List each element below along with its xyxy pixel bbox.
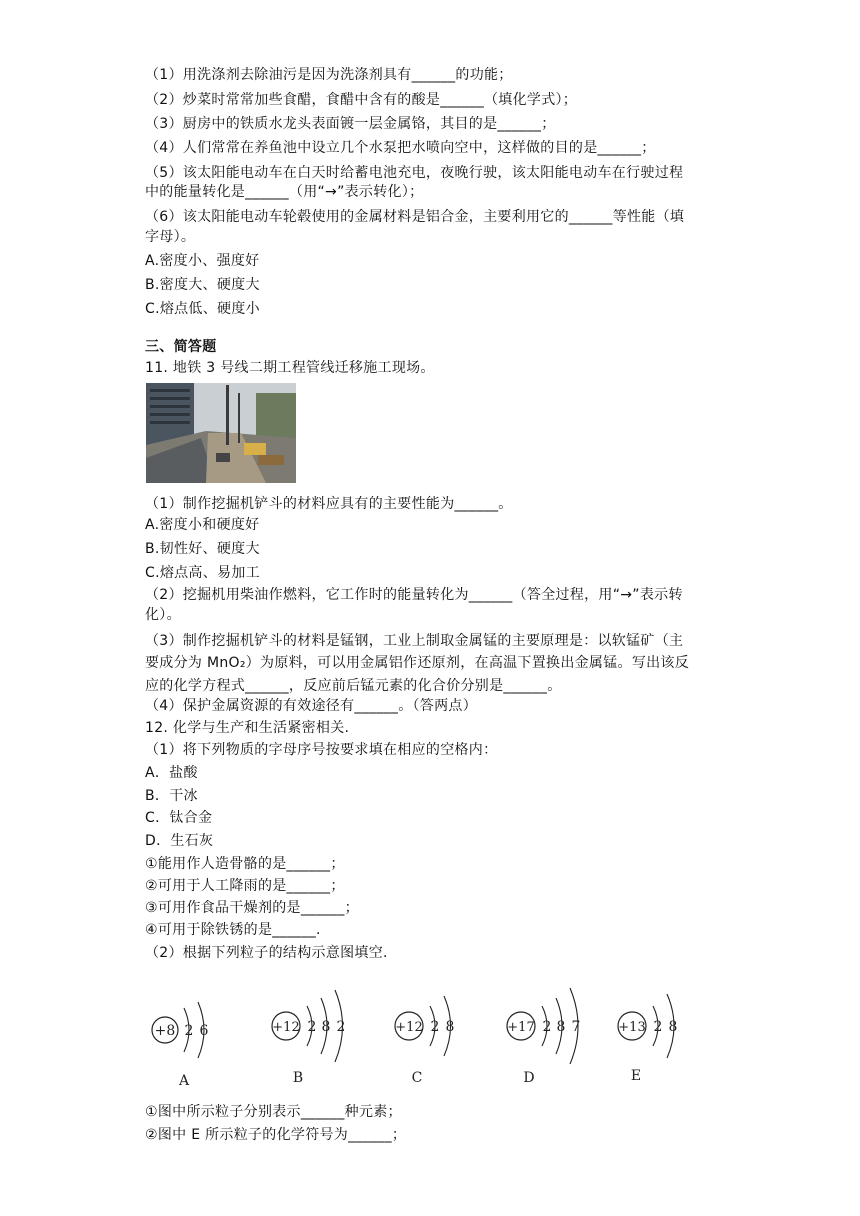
atom-diagram-a xyxy=(140,980,270,1090)
q10-part5-line1: （5）该太阳能电动车在白天时给蓄电池充电，夜晚行驶，该太阳能电动车在行驶过程 xyxy=(145,165,684,181)
q11-option-a: A.密度小和硬度好 xyxy=(145,517,260,533)
diagram-label: E xyxy=(630,1068,642,1084)
shell-electrons: 6 xyxy=(199,1023,209,1039)
nucleus-charge: +12 xyxy=(272,1020,300,1035)
q12-fill-2: ②图中 E 所示粒子的化学符号为______； xyxy=(145,1127,407,1143)
q11-part3-line1: （3）制作挖掘机铲斗的材料是锰钢，工业上制取金属锰的主要原理是：以软锰矿（主 xyxy=(145,633,684,649)
q12-option-d: D．生石灰 xyxy=(145,833,214,849)
section-heading: 三、简答题 xyxy=(145,339,217,355)
q11-part4: （4）保护金属资源的有效途径有______。（答两点） xyxy=(145,698,478,714)
q12-part1: （1）将下列物质的字母序号按要求填在相应的空格内： xyxy=(145,742,498,758)
shell-electrons: 2 xyxy=(542,1019,552,1035)
q10-option-b: B.密度大、硬度大 xyxy=(145,277,260,293)
atom-diagram-c xyxy=(385,980,515,1090)
atom-diagram-e xyxy=(606,980,736,1090)
diagram-label: B xyxy=(292,1070,304,1086)
atom-diagram-b xyxy=(262,980,392,1090)
q12-blank-3: ③可用作食品干燥剂的是______； xyxy=(145,900,359,916)
q11-part2-line1: （2）挖掘机用柴油作燃料，它工作时的能量转化为______（答全过程，用“→”表示转 xyxy=(145,587,683,603)
shell-electrons: 2 xyxy=(307,1019,317,1035)
q12-blank-2: ②可用于人工降雨的是______； xyxy=(145,878,345,894)
q10-part6-line1: （6）该太阳能电动车轮毂使用的金属材料是铝合金，主要利用它的______等性能（填 xyxy=(145,209,685,225)
q10-part2: （2）炒菜时常常加些食醋，食醋中含有的酸是______（填化学式）； xyxy=(145,92,578,108)
construction-site-photo xyxy=(146,383,296,483)
q12-part2: （2）根据下列粒子的结构示意图填空. xyxy=(145,945,388,961)
q10-part6-line2: 字母）。 xyxy=(145,229,196,245)
nucleus-charge: +8 xyxy=(154,1023,176,1039)
q10-option-a: A.密度小、强度好 xyxy=(145,253,260,269)
nucleus-charge: +12 xyxy=(395,1020,423,1035)
q12-option-c: C．钛合金 xyxy=(145,810,213,826)
shell-electrons: 2 xyxy=(184,1023,194,1039)
diagram-label: D xyxy=(523,1070,535,1086)
shell-electrons: 2 xyxy=(430,1019,440,1035)
q10-part5-line2: 中的能量转化是______（用“→”表示转化）； xyxy=(145,184,424,200)
q10-part1: （1）用洗涤剂去除油污是因为洗涤剂具有______的功能； xyxy=(145,67,513,83)
q11-option-c: C.熔点高、易加工 xyxy=(145,565,260,581)
q11-option-b: B.韧性好、硬度大 xyxy=(145,541,260,557)
nucleus-charge: +13 xyxy=(618,1020,646,1035)
q10-part3: （3）厨房中的铁质水龙头表面镀一层金属铬，其目的是______； xyxy=(145,116,556,132)
q12-stem: 12. 化学与生产和生活紧密相关. xyxy=(145,720,350,736)
q12-option-b: B．干冰 xyxy=(145,788,198,804)
diagram-label: C xyxy=(411,1070,423,1086)
diagram-label: A xyxy=(178,1073,190,1089)
q10-option-c: C.熔点低、硬度小 xyxy=(145,301,260,317)
shell-electrons: 8 xyxy=(445,1019,455,1035)
q12-fill-1: ①图中所示粒子分别表示______种元素； xyxy=(145,1104,402,1120)
shell-electrons: 2 xyxy=(336,1019,346,1035)
shell-electrons: 8 xyxy=(556,1019,566,1035)
shell-electrons: 8 xyxy=(668,1019,678,1035)
q11-part2-line2: 化）。 xyxy=(145,607,181,623)
shell-electrons: 2 xyxy=(653,1019,663,1035)
q11-part3-line3: 应的化学方程式______，反应前后锰元素的化合价分别是______。 xyxy=(145,678,562,694)
nucleus-charge: +17 xyxy=(507,1020,535,1035)
shell-electrons: 8 xyxy=(321,1019,331,1035)
q12-blank-4: ④可用于除铁锈的是______. xyxy=(145,922,321,938)
q11-part1: （1）制作挖掘机铲斗的材料应具有的主要性能为______。 xyxy=(145,496,513,512)
q11-stem: 11. 地铁 3 号线二期工程管线迁移施工现场。 xyxy=(145,360,435,376)
shell-electrons: 7 xyxy=(571,1019,581,1035)
q12-option-a: A．盐酸 xyxy=(145,765,198,781)
q10-part4: （4）人们常常在养鱼池中设立几个水泵把水喷向空中，这样做的目的是______； xyxy=(145,140,656,156)
q12-blank-1: ①能用作人造骨骼的是______； xyxy=(145,856,345,872)
q11-part3-line2: 要成分为 MnO₂）为原料，可以用金属铝作还原剂，在高温下置换出金属锰。写出该反 xyxy=(145,655,690,671)
